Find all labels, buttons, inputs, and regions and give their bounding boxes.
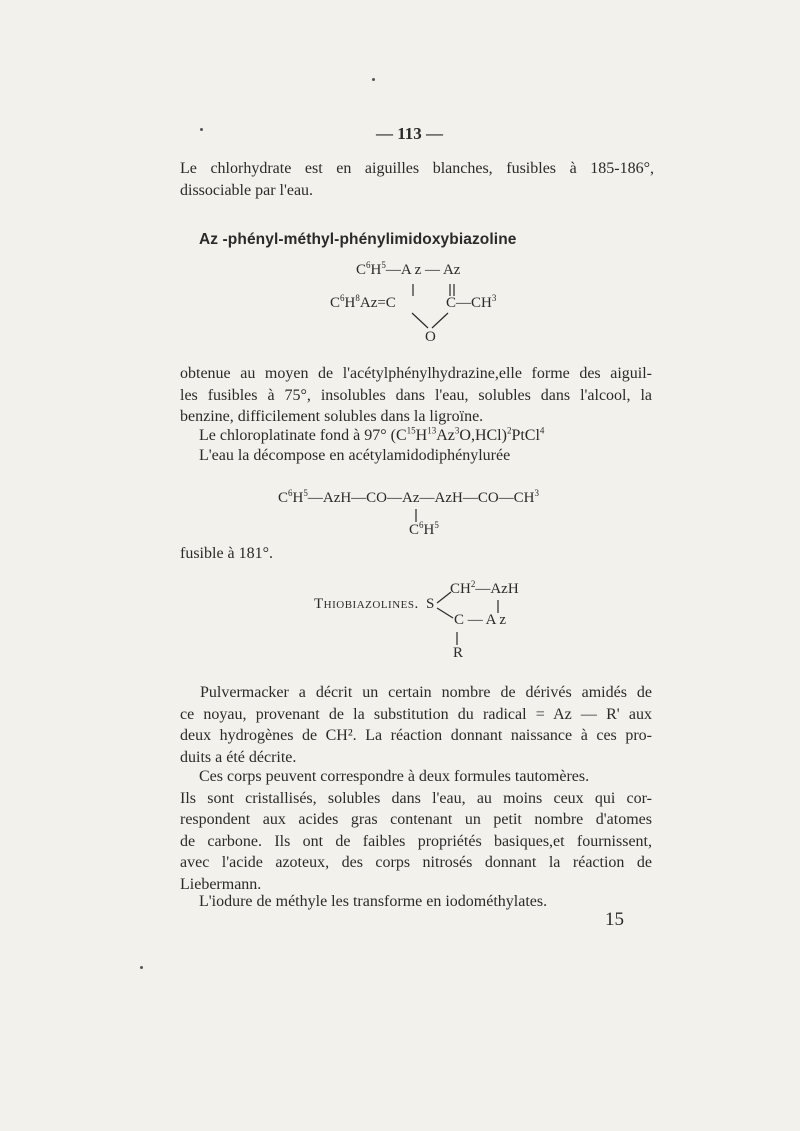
iodide-line: L'iodure de méthyle les transforme en iodométhylates. (199, 893, 548, 910)
formula-sulfur: S (426, 596, 435, 612)
text-line: Liebermann. (180, 875, 262, 893)
text-line: respondent aux acides gras contenant un petit nombre d'atomes (180, 811, 652, 828)
decomposition-line: L'eau la décompose en acétylamidodiphénylurée (199, 447, 511, 464)
text-line: de carbone. Ils ont de faibles propriétés basiques,et fournissent, (180, 832, 652, 850)
text-line: Ils sont cristallisés, solubles dans l'eau, au moins ceux qui cor- (180, 789, 652, 807)
page-number: — 113 — (376, 124, 444, 143)
formula-oxygen: O (425, 329, 436, 345)
text-line: deux hydrogènes de CH². La réaction donnant naissance à ces pro- (180, 727, 652, 744)
chloroplatinate-line: Le chloroplatinate fond à 97° $(C^{15}H^{13}Az^3O,HCl)^2PtCl^4$ (199, 425, 545, 444)
text-line: obtenue au moyen de l'acétylphénylhydrazine,elle forme des aiguil- (180, 365, 652, 382)
formula-right-group: $C—CH^3$ (446, 293, 497, 311)
formula-r-group: R (453, 645, 464, 661)
properties-paragraph (180, 766, 652, 895)
text-line: avec l'acide azoteux, des corps nitrosés donnant la réaction de (180, 854, 652, 871)
formula-bottom-group: C — A z (454, 612, 507, 628)
formula-substituent: $C^6H^5$ (409, 520, 439, 538)
text-line: duits a été décrite. (180, 748, 297, 766)
text-line: ce noyau, provenant de la substitution du radical = Az — R' aux (180, 705, 652, 723)
formula-top-group: $CH^2—AzH$ (450, 579, 519, 597)
formula-left-group: $C^6H^8Az=C$ (330, 293, 396, 311)
text-line: benzine, difficilement solubles dans la ligroïne. (180, 408, 484, 425)
text-line: dissociable par l'eau. (180, 181, 314, 199)
formula-main-chain: $C^6H^5—AzH—CO—Az—AzH—CO—CH^3$ (278, 488, 540, 506)
text-line: Le chlorhydrate est en aiguilles blanches, fusibles à 185-186°, (180, 160, 654, 177)
formula-top-line: $C^6H^5—A$ z — Az (356, 260, 461, 278)
signature-mark: 15 (605, 909, 624, 930)
text-line: Pulvermacker a décrit un certain nombre de dérivés amidés de (200, 684, 652, 701)
text-line: Ces corps peuvent correspondre à deux formules tautomères. (199, 768, 590, 785)
fusible-line: fusible à 181°. (180, 545, 274, 562)
section-heading: Az -phényl-méthyl-phénylimidoxybiazoline (199, 231, 517, 248)
pulvermacker-paragraph (180, 682, 652, 768)
thiobiazolines-label: Thiobiazolines. (314, 596, 419, 612)
text-line: les fusibles à 75°, insolubles dans l'eau, solubles dans l'alcool, la (180, 386, 652, 404)
